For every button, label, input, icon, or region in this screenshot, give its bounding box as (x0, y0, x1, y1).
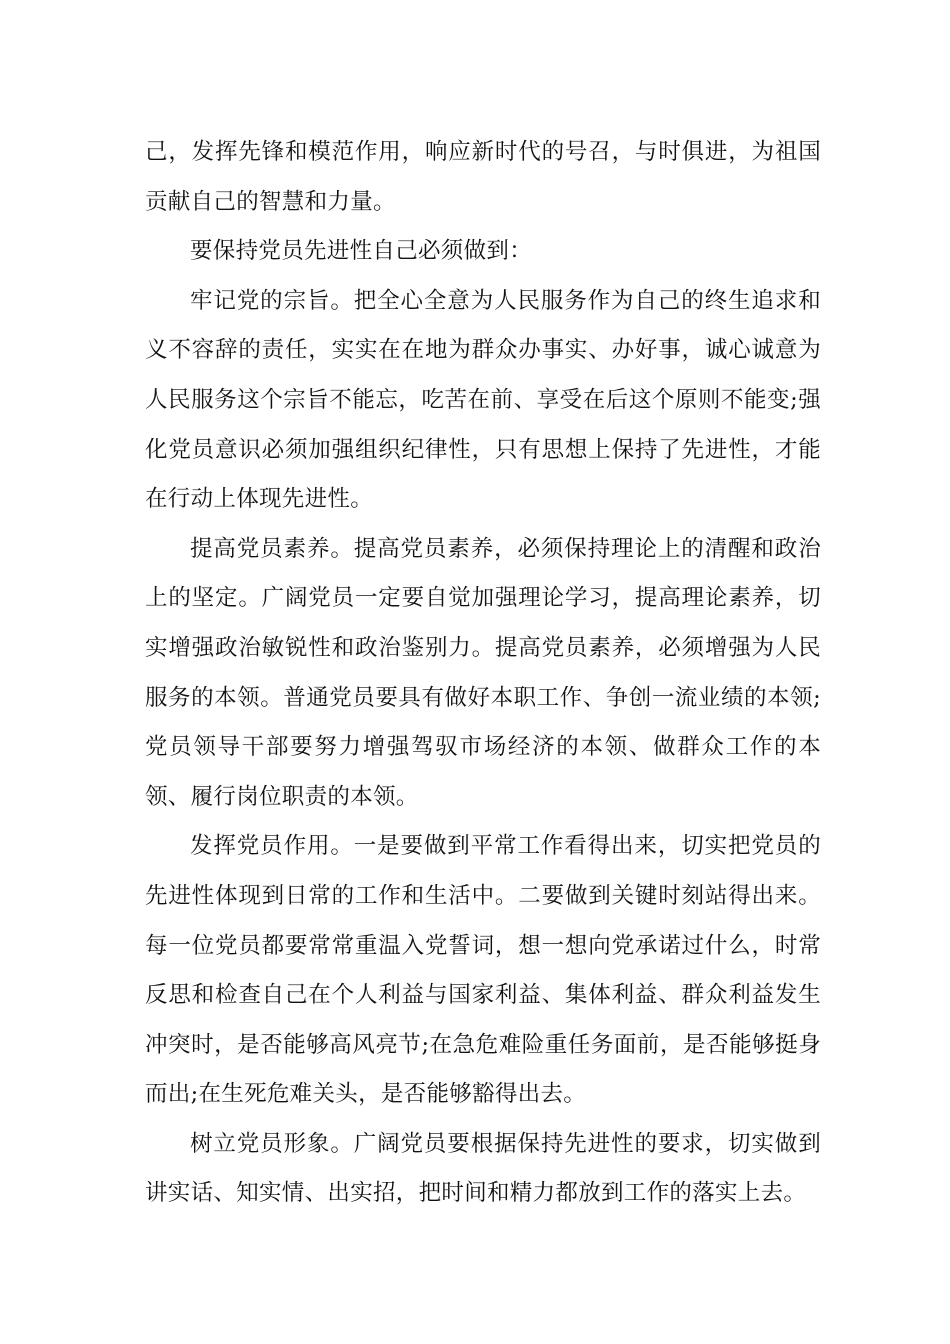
paragraph-continuation: 己，发挥先锋和模范作用，响应新时代的号召，与时俱进，为祖国贡献自己的智慧和力量。 (145, 139, 821, 215)
paragraph-member-role: 发挥党员作用。一是要做到平常工作看得出来，切实把党员的先进性体现到日常的工作和生活中。二要做到关键时刻站得出来。每一位党员都要常常重温入党誓词，想一想向党承诺过什么，时常反思和检查自己在个人利益与国家利益、集体利益、群众利益发生冲突时，是否能够高风亮节;在急危难险重任务面前，是否能够挺身而出;在生死危难关头，是否能够豁得出去。 (145, 833, 821, 1108)
paragraph-intro: 要保持党员先进性自己必须做到： (190, 238, 533, 265)
paragraph-member-quality: 提高党员素养。提高党员素养，必须保持理论上的清醒和政治上的坚定。广阔党员一定要自觉加强理论学习，提高理论素养，切实增强政治敏锐性和政治鉴别力。提高党员素养，必须增强为人民服务的本领。普通党员要具有做好本职工作、争创一流业绩的本领;党员领导干部要努力增强驾驭市场经济的本领、做群众工作的本领、履行岗位职责的本领。 (145, 535, 821, 810)
document-body (145, 128, 821, 1219)
paragraph-member-image: 树立党员形象。广阔党员要根据保持先进性的要求，切实做到讲实话、知实情、出实招，把时间和精力都放到工作的落实上去。 (145, 1130, 821, 1207)
paragraph-party-purpose: 牢记党的宗旨。把全心全意为人民服务作为自己的终生追求和义不容辞的责任，实实在在地为群众办事实、办好事，诚心诚意为人民服务这个宗旨不能忘，吃苦在前、享受在后这个原则不能变;强化党员意识必须加强组织纪律性，只有思想上保持了先进性，才能在行动上体现先进性。 (145, 287, 821, 513)
